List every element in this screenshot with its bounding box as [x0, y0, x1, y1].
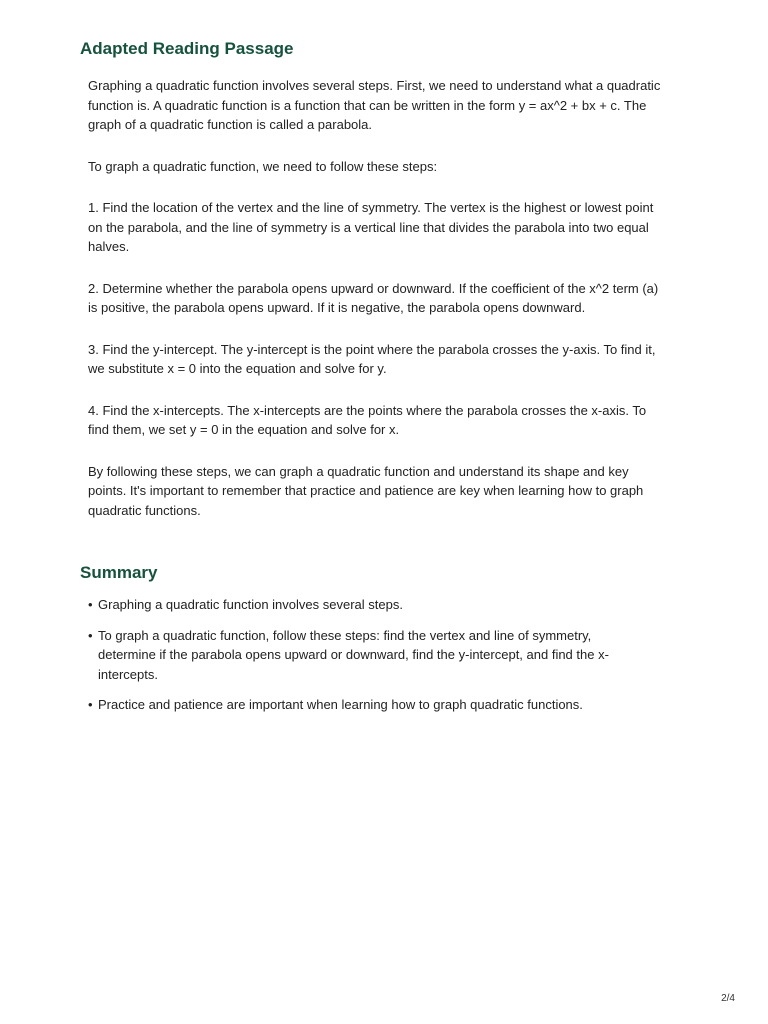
passage-paragraph-step-2: 2. Determine whether the parabola opens upward or downward. If the coefficient of the x^2 term (a) is positive, the parabola opens upward. If it is negative, the parabola opens downward.	[88, 280, 659, 315]
reading-passage	[88, 76, 668, 542]
summary-item	[88, 595, 648, 615]
summary-heading: Summary	[80, 563, 158, 582]
passage-paragraph-step-4: 4. Find the x-intercepts. The x-intercepts are the points where the parabola crosses the x-axis. To find them, we set y = 0 in the equation and solve for x.	[88, 402, 647, 437]
summary-item-text: Practice and patience are important when learning how to graph quadratic functions.	[98, 697, 583, 712]
summary-item	[88, 695, 648, 715]
bullet-icon: •	[88, 597, 93, 612]
passage-paragraph-steps-lead: To graph a quadratic function, we need to follow these steps:	[88, 158, 438, 174]
summary-item-text: Graphing a quadratic function involves several steps.	[98, 597, 403, 612]
bullet-icon: •	[88, 627, 93, 643]
passage-paragraph-intro: Graphing a quadratic function involves several steps. First, we need to understand what a quadratic function is. A quadratic function is a function that can be written in the form y = ax^2 + bx + c. The graph of a quadratic function is called a parabola.	[88, 78, 661, 132]
summary-item	[88, 626, 648, 685]
page-number: 2/4	[721, 993, 735, 1004]
summary-item-text: To graph a quadratic function, follow these steps: find the vertex and line of symmetry, determine if the parabola opens upward or downward, find the y-intercept, and find the x-intercepts.	[98, 627, 609, 682]
passage-paragraph-step-1: 1. Find the location of the vertex and the line of symmetry. The vertex is the highest or lowest point on the parabola, and the line of symmetry is a vertical line that divides the parabola into two equal halves.	[88, 200, 654, 254]
bullet-icon: •	[88, 697, 93, 712]
summary-list	[88, 595, 648, 726]
passage-paragraph-conclusion: By following these steps, we can graph a quadratic function and understand its shape and key points. It's important to remember that practice and patience are key when learning how to graph quadratic functions.	[88, 463, 644, 518]
adapted-reading-passage-heading: Adapted Reading Passage	[80, 39, 294, 58]
passage-paragraph-step-3: 3. Find the y-intercept. The y-intercept is the point where the parabola crosses the y-axis. To find it, we substitute x = 0 into the equation and solve for y.	[88, 341, 656, 376]
